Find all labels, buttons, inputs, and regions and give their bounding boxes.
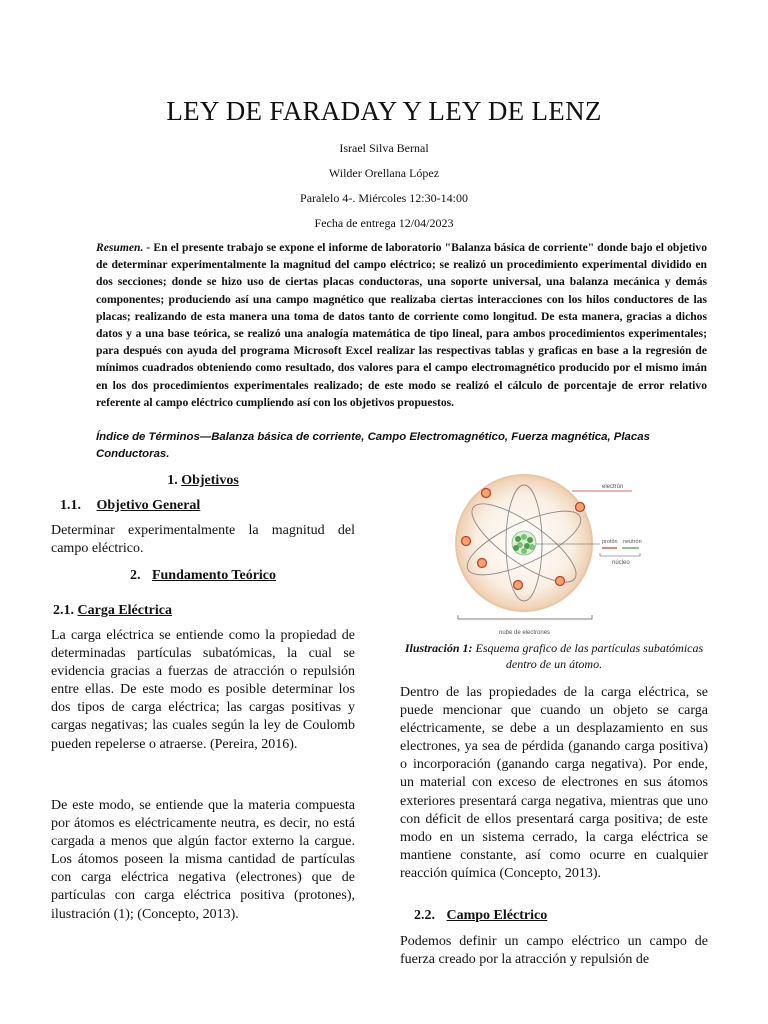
section-2-title: Fundamento Teórico [151, 568, 277, 583]
abstract [96, 239, 707, 411]
section-1-number: 1. [167, 473, 178, 488]
section-2-1-title: Carga Eléctrica [77, 603, 172, 618]
label-electron: electrón [602, 484, 624, 490]
label-electron-cloud: nube de electrones [499, 630, 551, 636]
caption-text: Esquema grafico de las partículas subatómicas dentro de un átomo. [475, 641, 704, 671]
caption-label: Ilustración 1: [404, 641, 473, 655]
label-nucleus: núcleo [612, 560, 630, 566]
charge-paragraph-2: De este modo, se entiende que la materia compuesta por átomos es eléctricamente neutra, es decir, no está cargada a menos que algún factor externo la cargue. Los átomos poseen la misma cantidad de partículas con carga eléctrica negativa (electrones) que de partículas con carga eléctrica positiva (protones), ilustración (1); (Concepto, 2013). [51, 798, 355, 922]
charge-paragraph-1: La carga eléctrica se entiende como la propiedad de determinadas partículas subatómicas, la cual se evidencia gracias a fuerzas de atracción o repulsión entre ellas. De este modo es posible determinar los dos tipos de carga eléctrica; las cargas positivas y cargas negativas; las cuales según la ley de Coulomb pueden repelerse o atraerse. (Pereira, 2016). [51, 628, 355, 752]
section-2-2-number: 2.2. [414, 908, 435, 923]
section-1-1-heading [60, 497, 364, 515]
index-terms: Índice de Términos—Balanza básica de corriente, Campo Electromagnético, Fuerza magnética, Placas Conductoras. [96, 431, 650, 460]
label-proton: protón [602, 539, 618, 545]
section-2-1-number: 2.1. [53, 603, 74, 618]
author-2: Wilder Orellana López [328, 166, 440, 180]
label-neutron: neutrón [623, 539, 642, 545]
section-2-2-title: Campo Eléctrico [446, 908, 548, 923]
section-1-title: Objetivos [181, 473, 239, 488]
abstract-lead: Resumen. - [96, 241, 151, 254]
nucleus [512, 531, 536, 555]
atom-illustration [452, 467, 642, 639]
section-2-1-heading [53, 602, 357, 620]
section-1-heading [51, 472, 355, 490]
author-1: Israel Silva Bernal [339, 141, 429, 155]
section-1-1-title: Objetivo General [96, 498, 201, 513]
field-paragraph: Podemos definir un campo eléctrico un campo de fuerza creado por la atracción y repulsión de [400, 934, 708, 968]
abstract-text: En el presente trabajo se expone el informe de laboratorio "Balanza básica de corriente" donde bajo el objetivo de determinar experimentalmente la magnitud del campo eléctrico; se realizó un procedimiento experimental dividido en dos secciones; donde se hizo uso de ciertas placas conductoras, una soporte universal, una balanza mecánica y demás componentes; produciendo así una campo magnético que realizaba ciertas interacciones con los hilos conductores de las placas; realizando de esta manera una toma de datos tanto de corriente como longitud. De esta manera, gracias a dichos datos y a una base teórica, se realizó una analogía matemática de tipo lineal, para ambos procedimientos experimentales; para después con ayuda del programa Microsoft Excel realizar las respectivas tablas y graficas en base a la regresión de mínimos cuadrados obteniendo como resultado, dos valores para el campo electromagnético producido por el mismo imán en los dos procedimientos experimentales realizado; de este modo se realizó el cálculo de porcentaje de error relativo referente al campo eléctrico cumpliendo así con los objetivos propuestos. [96, 241, 707, 409]
section-2-2-heading [414, 907, 722, 925]
schedule: Paralelo 4-. Miércoles 12:30-14:00 [300, 191, 468, 205]
objective-text: Determinar experimentalmente la magnitud del campo eléctrico. [51, 523, 355, 557]
section-1-1-number: 1.1. [60, 498, 81, 513]
figure-caption [400, 640, 708, 672]
section-2-heading [51, 567, 355, 585]
due-date: Fecha de entrega 12/04/2023 [314, 216, 454, 230]
charge-paragraph-3: Dentro de las propiedades de la carga eléctrica, se puede mencionar que cuando un objeto se carga eléctricamente, se debe a un desplazamiento en sus electrones, ya sea de pérdida (ganando carga positiva) o incorporación (ganando carga negativa). Por ende, un material con exceso de electrones en sus átomos exteriores presentará carga negativa, mientras que uno con déficit de ellos presentará carga positiva; de este modo en un sistema cerrado, la carga eléctrica se mantiene constante, así como ocurre en cualquier reacción química (Concepto, 2013). [400, 685, 708, 881]
section-2-number: 2. [129, 568, 141, 583]
paper-title: LEY DE FARADAY Y LEY DE LENZ [166, 96, 602, 126]
